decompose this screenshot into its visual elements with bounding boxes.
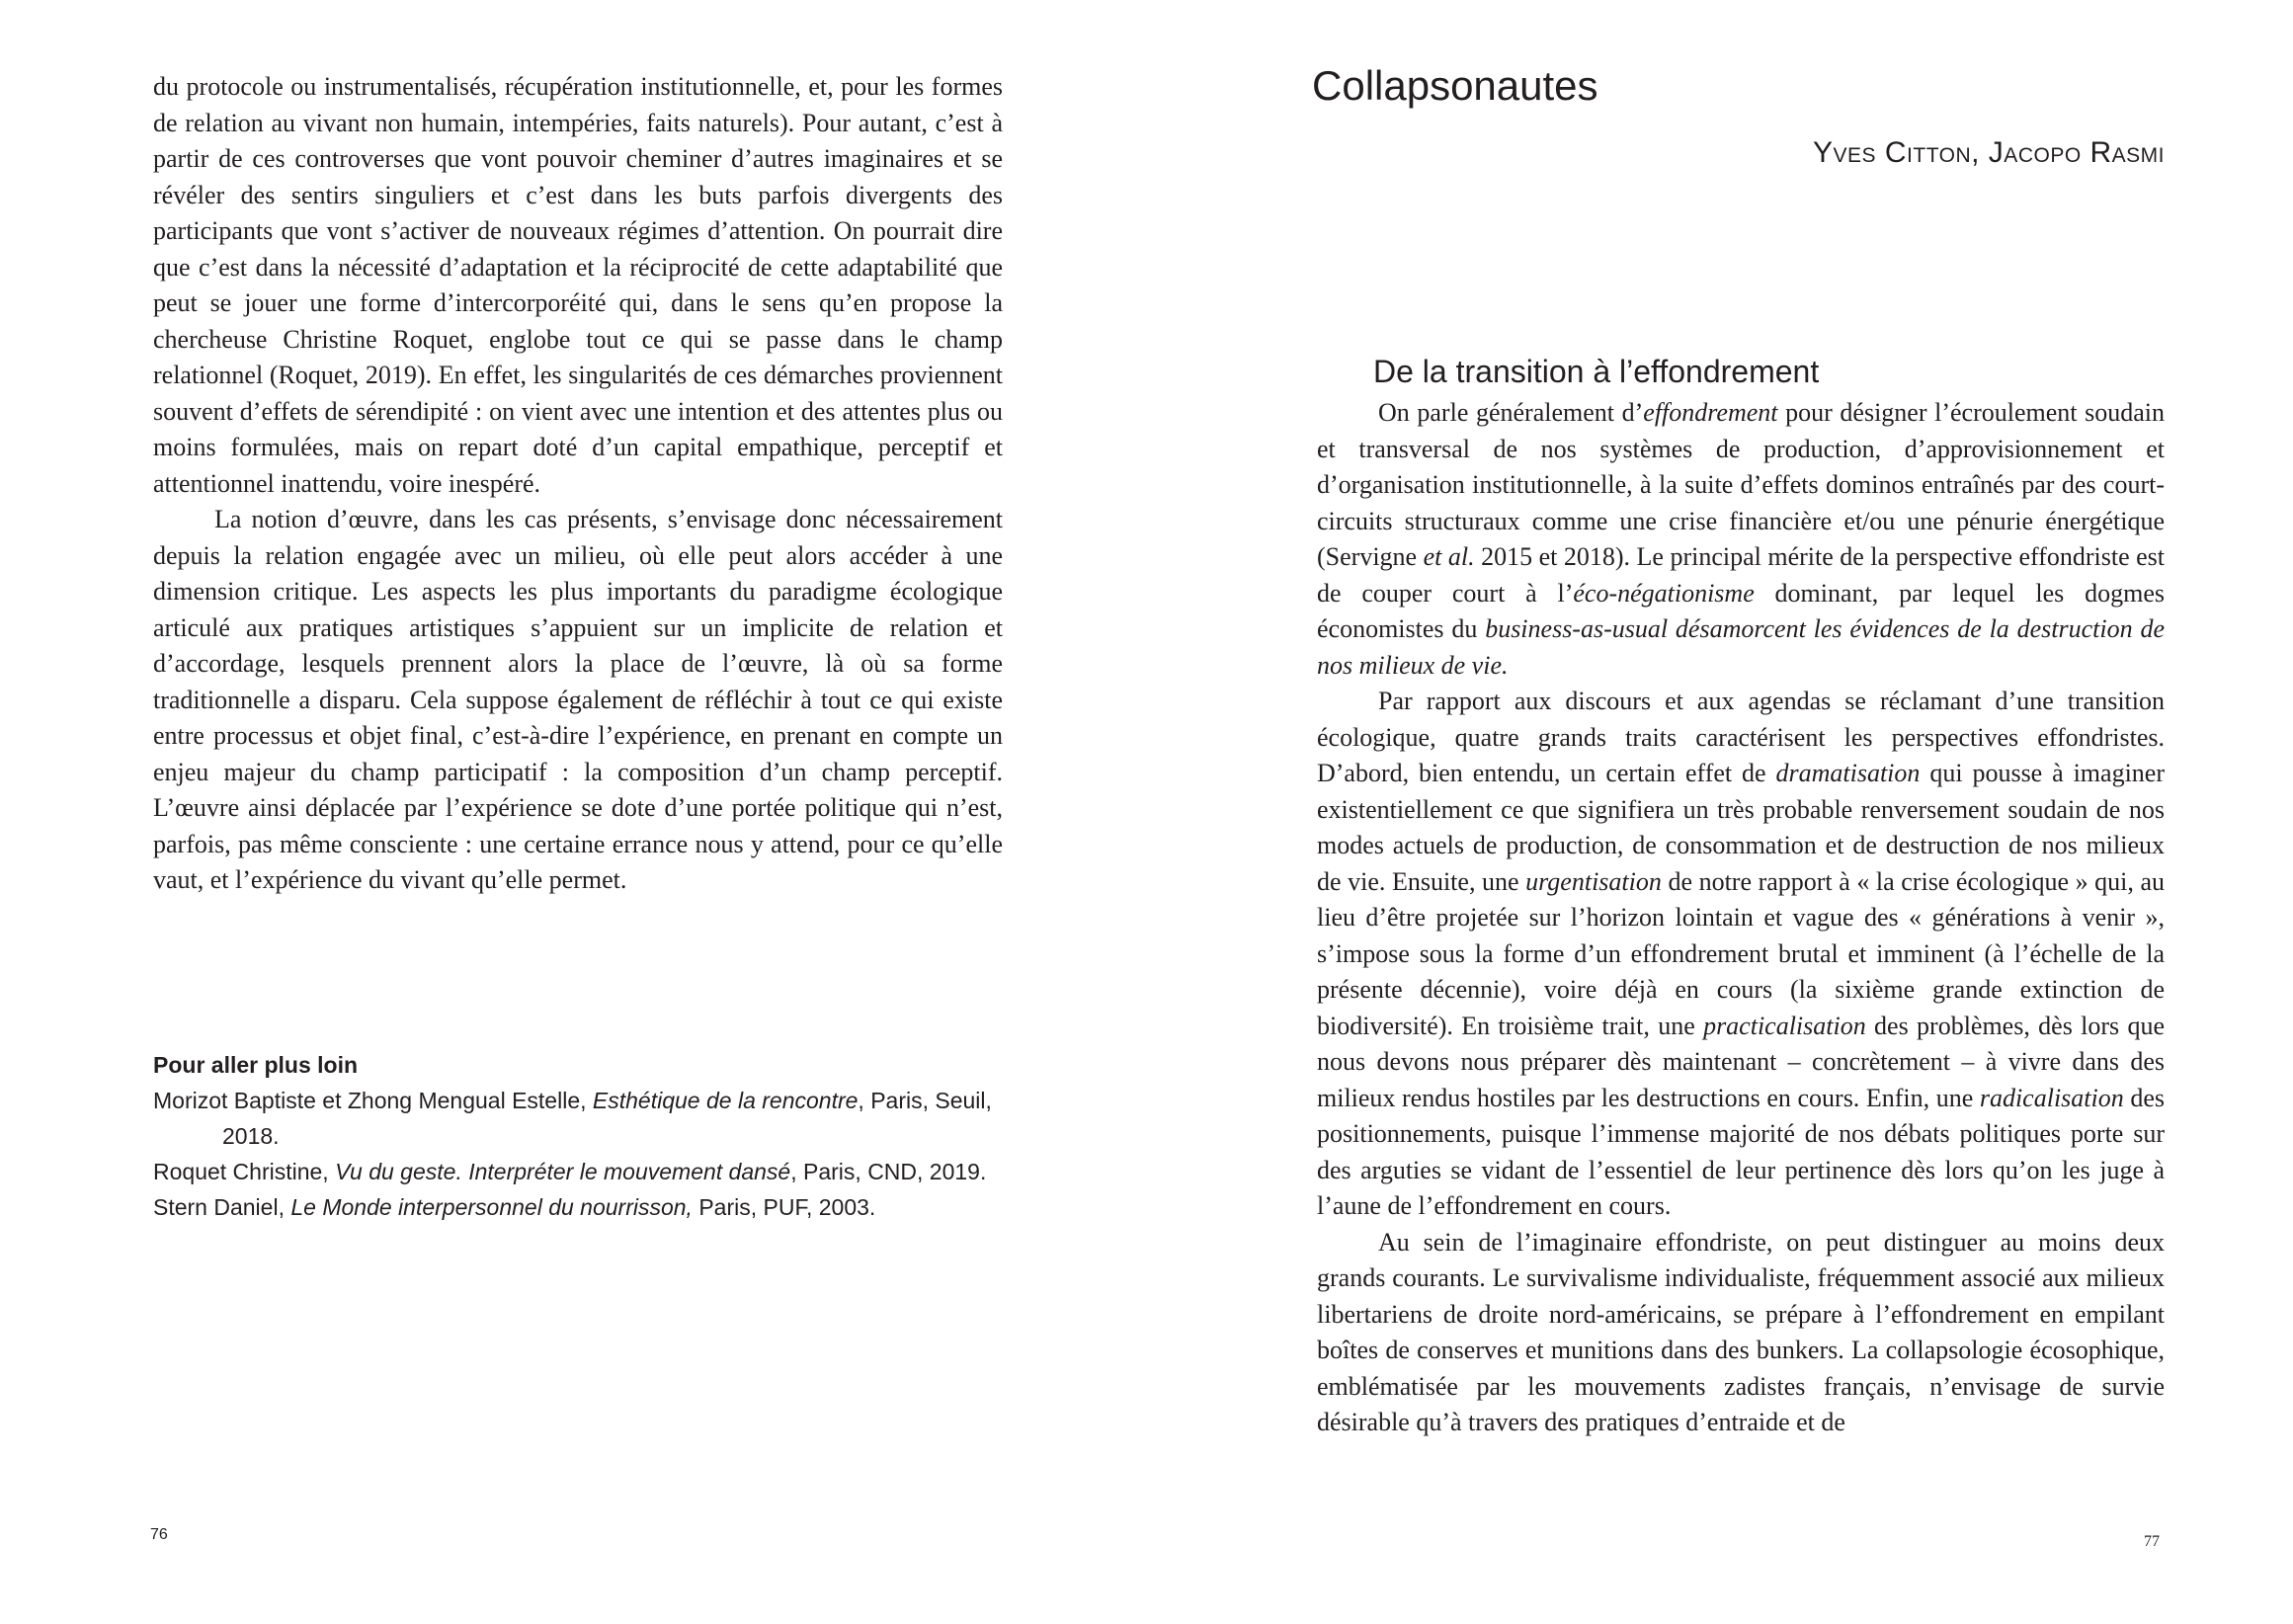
ref-publisher: , Paris, Seuil, 2018. bbox=[222, 1088, 992, 1149]
ref-author: Stern Daniel, bbox=[153, 1194, 291, 1220]
ref-publisher: Paris, PUF, 2003. bbox=[692, 1194, 876, 1220]
ref-title: Esthétique de la rencontre bbox=[592, 1088, 859, 1113]
further-reading bbox=[153, 1047, 1003, 1225]
paragraph: La notion d’œuvre, dans les cas présents, s’envisage donc nécessairement depuis la relation engagée avec un milieu, où elle peut alors accéder à une dimension critique. Les aspects les plus importants du paradigme écologique articulé aux pratiques artistiques s’appuient sur un implicite de relation et d’accordage, lesquels prennent alors la place de l’œuvre, là où sa forme traditionnelle a disparu. Cela suppose également de réfléchir à tout ce qui existe entre processus et objet final, c’est-à-dire l’expérience, en prenant en compte un enjeu majeur du champ participatif : la composition d’un champ perceptif. L’œuvre ainsi déplacée par l’expérience se dote d’une portée politique qui n’est, parfois, pas même consciente : une certaine errance nous y attend, pour ce qu’elle vaut, et l’expérience du vivant qu’elle permet. bbox=[153, 505, 1003, 894]
section-heading: De la transition à l’effondrement bbox=[1373, 354, 1820, 389]
emphasis: urgentisation bbox=[1525, 866, 1662, 896]
paragraph: du protocole ou instrumentalisés, récupération institutionnelle, et, pour les formes de relation au vivant non humain, intempéries, faits naturels). Pour autant, c’est à partir de ces controverses que vont pouvoir cheminer d’autres imaginaires et se révéler des sentirs singuliers et c’est dans les buts parfois divergents des participants que vont s’activer de nouveaux régimes d’attention. On pourrait dire que c’est dans la nécessité d’adaptation et la réciprocité de cette adaptabilité que peut se jouer une forme d’intercorporéité qui, dans le sens qu’en propose la chercheuse Christine Roquet, englobe tout ce qui se passe dans le champ relationnel (Roquet, 2019). En effet, les singularités de ces démarches proviennent souvent d’effets de sérendipité : on vient avec une intention et des attentes plus ou moins formulées, mais on repart doté d’un capital empathique, perceptif et attentionnel inattendu, voire inespéré. bbox=[153, 72, 1003, 498]
text: qui pousse à imaginer existentiellement ce que signifiera un très probable renversement soudain de nos modes actuels de production, de consommation et de destruction de nos milieux de vie. Ensuite, une bbox=[1317, 759, 2165, 896]
further-reading-heading: Pour aller plus loin bbox=[153, 1052, 359, 1078]
emphasis: effondrement bbox=[1643, 398, 1778, 427]
ref-author: Morizot Baptiste et Zhong Mengual Estelle, bbox=[153, 1088, 593, 1113]
right-page bbox=[1146, 0, 2293, 1624]
emphasis: practicalisation bbox=[1703, 1011, 1866, 1040]
text: dominant, par lequel les dogmes économistes du bbox=[1317, 578, 2165, 643]
text: On parle généralement d’ bbox=[1378, 398, 1644, 427]
chapter-title: Collapsonautes bbox=[1312, 62, 1598, 109]
reference-item bbox=[153, 1154, 1003, 1189]
paragraph: Au sein de l’imaginaire effondriste, on peut distinguer au moins deux grands courants. Le survivalisme individualiste, fréquemment associé aux milieux libertariens de droite nord-américains, se prépare à l’effondrement en empilant boîtes de conserves et munitions dans des bunkers. La collapsologie écosophique, emblématisée par les mouvements zadistes français, n’envisage de survie désirable qu’à travers des pratiques d’entraide et de bbox=[1317, 1227, 2165, 1436]
paragraph bbox=[1317, 684, 2165, 1225]
left-body-text bbox=[153, 69, 1003, 899]
text: pour désigner l’écroulement soudain et transversal de nos systèmes de production, d’approvisionnement et d’organisation institutionnelle, à la suite d’effets dominos entraînés par des court-circuits structuraux comme une crise financière et/ou une pénurie énergétique (Servigne bbox=[1317, 398, 2165, 571]
emphasis: éco-négationisme bbox=[1573, 578, 1755, 608]
text: des positionnements, puisque l’immense majorité de nos débats politiques porte sur des arguties se vidant de l’essentiel de leur pertinence dès lors qu’on les juge à l’aune de l’effondrement en cours. bbox=[1317, 1083, 2165, 1220]
ref-author: Roquet Christine, bbox=[153, 1159, 336, 1184]
reference-item bbox=[153, 1083, 1003, 1154]
emphasis: radicalisation bbox=[1979, 1083, 2124, 1112]
paragraph bbox=[1317, 395, 2165, 684]
left-page bbox=[0, 0, 1146, 1624]
chapter-authors: Yves Citton, Jacopo Rasmi bbox=[1813, 136, 2165, 169]
text: Par rapport aux discours et aux agendas se réclamant d’une transition écologique, quatre grands traits caractérisent les perspectives effondristes. D’abord, bien entendu, un certain effet de bbox=[1317, 687, 2165, 787]
emphasis: business-as-usual désamorcent les évidences de la destruction de nos milieux de vie. bbox=[1317, 614, 2165, 680]
text: de notre rapport à « la crise écologique » qui, au lieu d’être projetée sur l’horizon lointain et vague des « générations à venir », s’impose sous la forme d’un effondrement brutal et imminent (à l’échelle de la présente décennie), voire déjà en cours (la sixième grande extinction de biodiversité). En troisième trait, une bbox=[1317, 866, 2165, 1040]
right-body-text bbox=[1317, 395, 2165, 1441]
emphasis: dramatisation bbox=[1775, 759, 1921, 787]
ref-title: Vu du geste. Interpréter le mouvement dansé bbox=[335, 1159, 791, 1184]
page-number: 76 bbox=[150, 1526, 168, 1543]
page-number: 77 bbox=[2144, 1533, 2160, 1550]
reference-item bbox=[153, 1189, 1003, 1225]
ref-title: Le Monde interpersonnel du nourrisson, bbox=[290, 1194, 693, 1220]
text: des problèmes, dès lors que nous devons nous préparer dès maintenant – concrètement – à vivre dans des milieux rendus hostiles par les destructions en cours. Enfin, une bbox=[1317, 1011, 2165, 1112]
emphasis: et al. bbox=[1423, 542, 1475, 571]
ref-publisher: , Paris, CND, 2019. bbox=[790, 1159, 987, 1184]
text: 2015 et 2018). Le principal mérite de la perspective effondriste est de couper court à l’ bbox=[1317, 542, 2165, 608]
